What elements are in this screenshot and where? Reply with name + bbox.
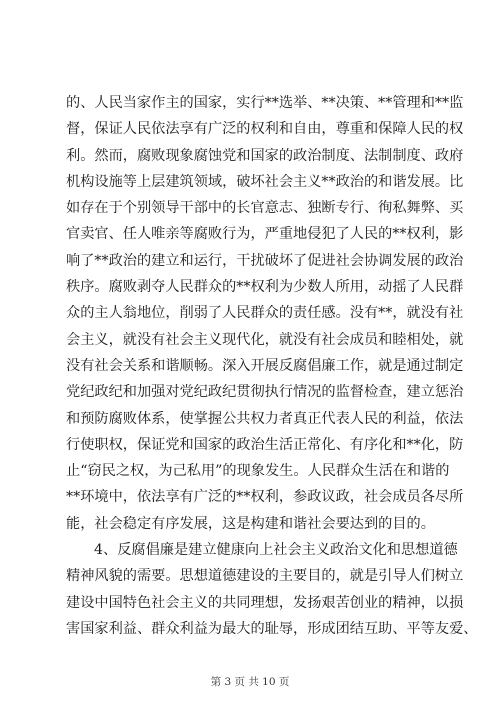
text-line: **环境中，依法享有广泛的**权利，参政议政，社会成员各尽所	[66, 489, 464, 506]
text-line: 众的主人翁地位，削弱了人民群众的责任感。没有**，就没有社	[66, 305, 464, 322]
text-line: 和预防腐败体系，使掌握公共权力者真正代表人民的利益，依法	[66, 410, 464, 427]
text-line: 建设中国特色社会主义的共同理想，发扬艰苦创业的精神，以损	[66, 594, 464, 611]
text-line: 的、人民当家作主的国家，实行**选举、**决策、**管理和**监	[66, 95, 464, 111]
text-line: 秩序。腐败剥夺人民群众的**权利为少数人所用，动摇了人民群	[66, 279, 464, 296]
text-line: 督，保证人民依法享有广泛的权利和自由，尊重和保障人民的权	[66, 121, 464, 138]
text-line: 官卖官、任人唯亲等腐败行为，严重地侵犯了人民的**权利，影	[66, 226, 464, 243]
text-line: 会主义，就没有社会主义现代化，就没有社会成员和睦相处，就	[66, 331, 464, 348]
document-body	[66, 90, 478, 642]
text-line: 如存在于个别领导干部中的长官意志、独断专行、徇私舞弊、买	[66, 200, 464, 217]
text-line: 害国家利益、群众利益为最大的耻辱，形成团结互助、平等友爱、	[66, 620, 478, 637]
text-line: 机构设施等上层建筑领域，破坏社会主义**政治的和谐发展。比	[66, 173, 464, 190]
text-line: 没有社会关系和谐顺畅。深入开展反腐倡廉工作，就是通过制定	[66, 357, 464, 374]
text-line: 响了**政治的建立和运行，干扰破坏了促进社会协调发展的政治	[66, 252, 464, 269]
text-line: 精神风貌的需要。思想道德建设的主要目的，就是引导人们树立	[66, 568, 464, 585]
text-line: 党纪政纪和加强对党纪政纪贯彻执行情况的监督检查，建立惩治	[66, 384, 464, 401]
text-line: 止“窃民之权，为己私用”的现象发生。人民群众生活在和谐的	[66, 463, 450, 480]
text-line: 利。然而，腐败现象腐蚀党和国家的政治制度、法制制度、政府	[66, 147, 464, 164]
text-line: 行使职权，保证党和国家的政治生活正常化、有序化和**化，防	[66, 436, 464, 453]
page-number-footer: 第 3 页 共 10 页	[210, 676, 290, 688]
paragraph-start-line: 4、反腐倡廉是建立健康向上社会主义政治文化和思想道德	[94, 542, 458, 559]
paragraph-end-line: 能，社会稳定有序发展，这是构建和谐社会要达到的目的。	[66, 515, 435, 532]
